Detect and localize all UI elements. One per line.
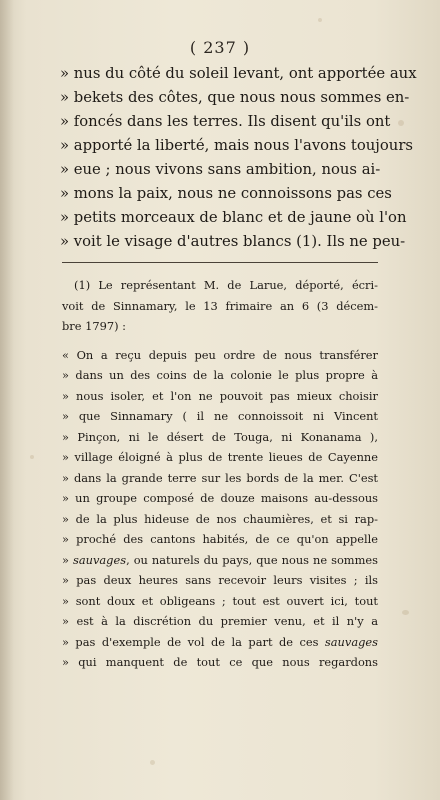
main-text-line: » bekets des côtes, que nous nous sommes en- (60, 89, 410, 106)
footnote-quote-line: » est à la discrétion du premier venu, et il n'y a (62, 614, 378, 628)
footnote-quote-line: » proché des cantons habités, de ce qu'on appelle (62, 532, 378, 546)
footnote-quote-line: » sont doux et obligeans ; tout est ouvert ici, tout (62, 593, 378, 608)
footnote-intro-line: (1) Le représentant M. de Larue, déporté, écri- (74, 278, 378, 292)
footnote-quote-line: » Pinçon, ni le désert de Touga, ni Konanama ), (62, 429, 378, 444)
footnote-intro-line: bre 1797) : (62, 319, 126, 333)
main-text-line: » voit le visage d'autres blancs (1). Ils ne peu- (60, 233, 406, 250)
footnote-quote-line-italic (62, 632, 378, 653)
page-number: ( 237 ) (189, 38, 251, 57)
main-text-line: » foncés dans les terres. Ils disent qu'ils ont (60, 113, 391, 130)
main-text-block (60, 62, 417, 254)
line-suffix: , ou naturels du pays, que nous ne sommes (126, 552, 378, 567)
footnote-quote-line: « On a reçu depuis peu ordre de nous transférer (62, 347, 378, 362)
footnote-separator (62, 262, 378, 263)
main-text-line: » eue ; nous vivons sans ambition, nous ai- (60, 161, 381, 178)
line-prefix: » pas d'exemple de vol de la part de ces (62, 634, 325, 649)
italic-word: sauvages (72, 552, 127, 567)
main-text-line: » petits morceaux de blanc et de jaune où l'on (60, 209, 407, 226)
main-text-line: » mons la paix, nous ne connoissons pas ces (60, 185, 392, 202)
footnote-block (62, 275, 378, 673)
footnote-quote-line: » pas deux heures sans recevoir leurs visites ; ils (62, 573, 378, 587)
footnote-quote-line: » qui manquent de tout ce que nous regardons (62, 655, 378, 669)
footnote-quote-line: » village éloigné à plus de trente lieues de Cayenne (62, 450, 378, 464)
footnote-quote-line: » nous isoler, et l'on ne pouvoit pas mieux choisir (62, 388, 378, 403)
footnote-intro-line: voit de Sinnamary, le 13 frimaire an 6 (3 décem- (62, 298, 378, 313)
footnote-quote-line: » de la plus hideuse de nos chaumières, et si rap- (62, 511, 378, 526)
line-prefix: » (62, 552, 73, 567)
main-text-line: » apporté la liberté, mais nous l'avons toujours (60, 137, 413, 154)
footnote-quote-line-italic (62, 550, 378, 571)
main-text-line: » nus du côté du soleil levant, ont apportée aux (60, 65, 417, 82)
footnote-quote-line: » dans un des coins de la colonie le plus propre à (62, 368, 378, 382)
footnote-quote-line: » que Sinnamary ( il ne connoissoit ni Vincent (62, 409, 378, 423)
footnote-quote-line: » dans la grande terre sur les bords de la mer. C'est (62, 470, 378, 485)
footnote-quote-line: » un groupe composé de douze maisons au-dessous (62, 491, 378, 505)
italic-word: sauvages (324, 634, 378, 649)
